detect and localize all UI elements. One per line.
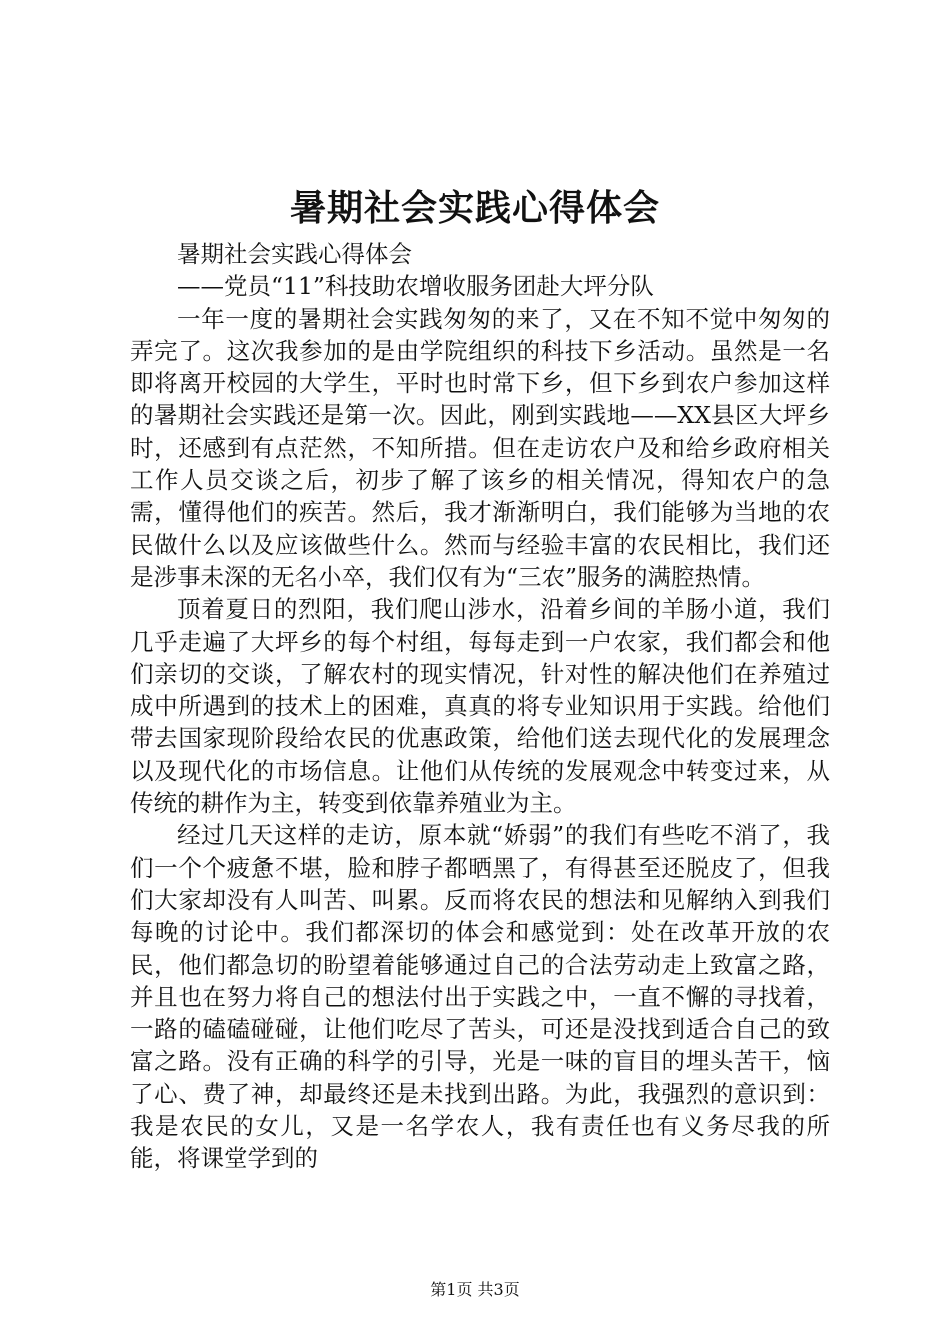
- document-subtitle: 暑期社会实践心得体会: [177, 240, 412, 268]
- body-paragraph: 一年一度的暑期社会实践匆匆的来了，又在不知不觉中匆匆的弄完了。这次我参加的是由学院组织的科技下乡活动。虽然是一名即将离开校园的大学生，平时也时常下乡，但下乡到农户参加这样的暑期社会实践还是第一次。因此，刚到实践地——XX县区大坪乡时，还感到有点茫然，不知所措。但在走访农户及和给乡政府相关工作人员交谈之后，初步了解了该乡的相关情况，得知农户的急需，懂得他们的疾苦。然后，我才渐渐明白，我们能够为当地的农民做什么以及应该做些什么。然而与经验丰富的农民相比，我们还是涉事未深的无名小卒，我们仅有为“三农”服务的满腔热情。: [130, 304, 830, 591]
- document-byline: ——党员“11”科技助农增收服务团赴大坪分队: [177, 272, 654, 301]
- body-paragraph: 顶着夏日的烈阳，我们爬山涉水，沿着乡间的羊肠小道，我们几乎走遍了大坪乡的每个村组，每每走到一户农家，我们都会和他们亲切的交谈，了解农村的现实情况，针对性的解决他们在养殖过成中所遇到的技术上的困难，真真的将专业知识用于实践。给他们带去国家现阶段给农民的优惠政策，给他们送去现代化的发展理念以及现代化的市场信息。让他们从传统的发展观念中转变过来，从传统的耕作为主，转变到依靠养殖业为主。: [130, 595, 830, 818]
- document-body: [130, 238, 830, 1175]
- document-title: 暑期社会实践心得体会: [289, 187, 660, 229]
- body-paragraph: 经过几天这样的走访，原本就“娇弱”的我们有些吃不消了，我们一个个疲惫不堪，脸和脖子都晒黑了，有得甚至还脱皮了，但我们大家却没有人叫苦、叫累。反而将农民的想法和见解纳入到我们每晚的讨论中。我们都深切的体会和感觉到：处在改革开放的农民，他们都急切的盼望着能够通过自己的合法劳动走上致富之路，并且也在努力将自己的想法付出于实践之中，一直不懈的寻找着，一路的磕磕碰碰，让他们吃尽了苦头，可还是没找到适合自己的致富之路。没有正确的科学的引导，光是一味的盲目的埋头苦干，恼了心、费了神，却最终还是未找到出路。为此，我强烈的意识到：我是农民的女儿，又是一名学农人，我有责任也有义务尽我的所能，将课堂学到的: [130, 821, 830, 1173]
- page-footer: 第1页 共3页: [430, 1280, 520, 1299]
